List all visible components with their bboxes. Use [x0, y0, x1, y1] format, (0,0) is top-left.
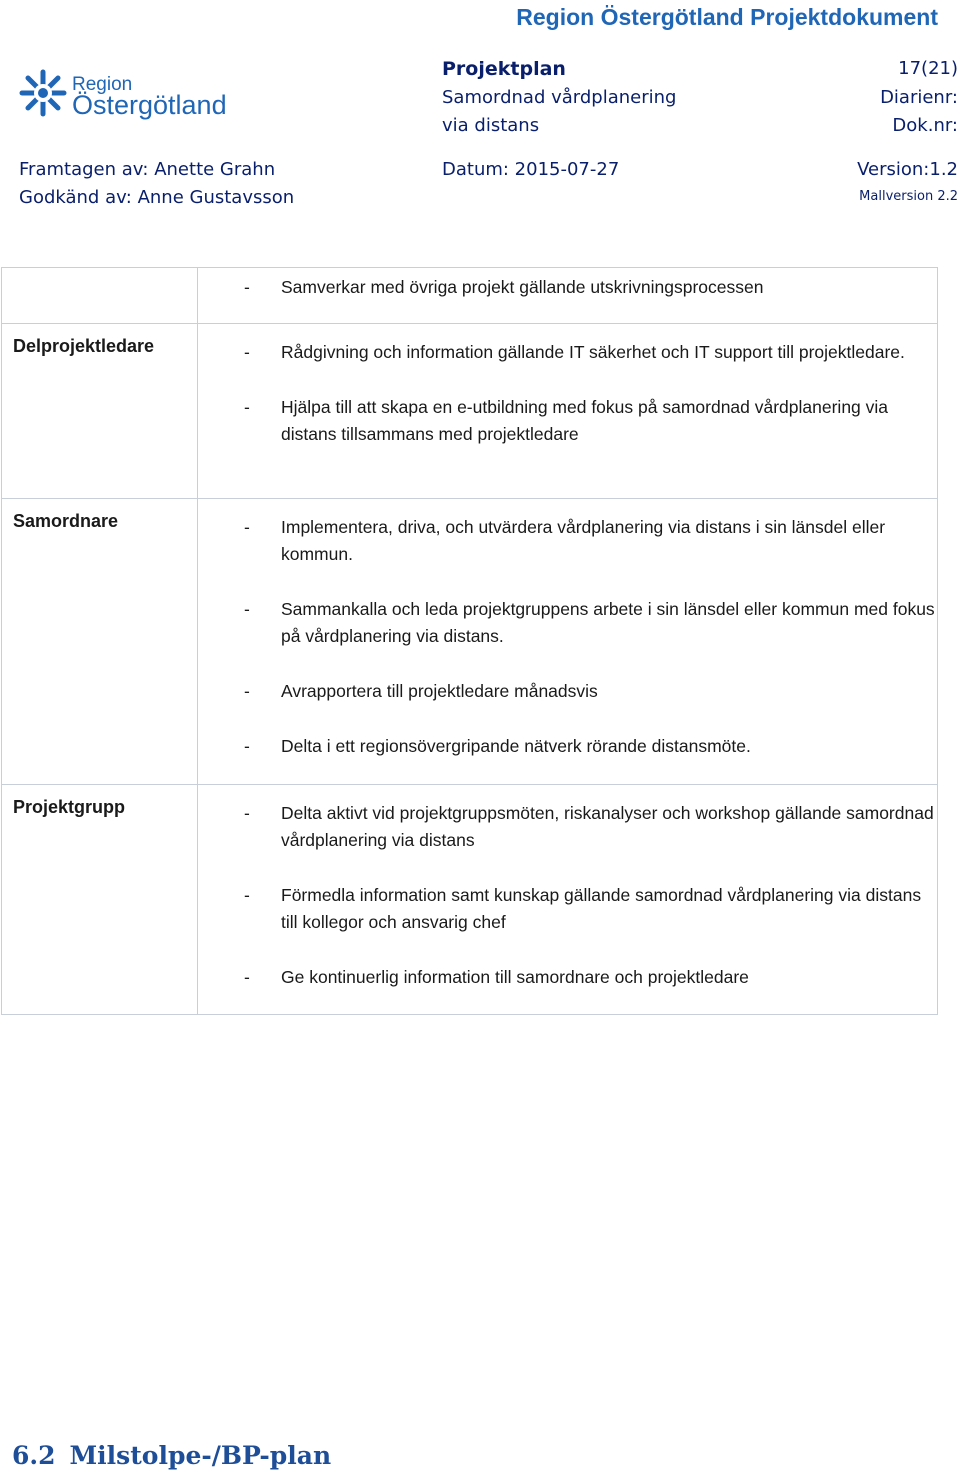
task-text: Sammankalla och leda projektgruppens arbete i sin länsdel eller kommun med fokus på vårdplanering via distans.	[281, 599, 935, 646]
role-cell: Samordnare	[2, 499, 198, 785]
task-text: Delta aktivt vid projektgruppsmöten, riskanalyser och workshop gällande samordnad vårdplanering via distans	[281, 803, 934, 850]
bullet-dash: -	[244, 397, 250, 417]
bullet-dash: -	[244, 803, 250, 823]
task-text: Rådgivning och information gällande IT säkerhet och IT support till projektledare.	[281, 342, 905, 362]
task-item	[12, 964, 937, 991]
bullet-dash: -	[244, 967, 250, 987]
table-row	[2, 268, 938, 324]
framtagen-av: Framtagen av: Anette Grahn	[19, 159, 276, 180]
roles-table	[1, 267, 938, 1015]
task-text: Hjälpa till att skapa en e-utbildning med fokus på samordnad vårdplanering via distans tillsammans med projektledare	[281, 397, 889, 444]
snowflake-logo-icon	[18, 68, 68, 118]
task-text: Delta i ett regionsövergripande nätverk rörande distansmöte.	[281, 736, 751, 756]
task-item	[12, 882, 937, 936]
section-number: 6.2	[12, 1441, 56, 1470]
bullet-dash: -	[244, 277, 250, 297]
doknr-label: Dok.nr:	[892, 115, 958, 136]
datum: Datum: 2015-07-27	[442, 159, 620, 180]
role-cell: Projektgrupp	[2, 785, 198, 1015]
table-row	[2, 499, 938, 785]
bullet-dash: -	[244, 599, 250, 619]
task-text: Samverkar med övriga projekt gällande utskrivningsprocessen	[281, 277, 764, 297]
project-name-line2: via distans	[442, 115, 540, 136]
page-number: 17(21)	[898, 58, 958, 79]
tasks-cell	[198, 268, 938, 324]
table-row	[2, 785, 938, 1015]
document-banner: Region Östergötland Projektdokument	[516, 4, 938, 30]
task-item	[12, 596, 937, 650]
bullet-dash: -	[244, 736, 250, 756]
task-item	[12, 800, 937, 854]
project-name-line1: Samordnad vårdplanering	[442, 87, 677, 108]
task-item	[12, 394, 937, 448]
task-item	[12, 339, 937, 366]
logo-text-region: Region	[72, 74, 133, 95]
version: Version:1.2	[857, 159, 958, 180]
section-heading	[12, 1441, 331, 1470]
bullet-dash: -	[244, 885, 250, 905]
doc-type: Projektplan	[442, 58, 566, 80]
section-title: Milstolpe-/BP-plan	[69, 1441, 332, 1470]
logo-text-ostergotland: Östergötland	[72, 90, 227, 120]
task-item	[12, 733, 937, 760]
bullet-dash: -	[244, 681, 250, 701]
region-logo	[18, 64, 228, 124]
task-item	[12, 678, 937, 705]
task-item	[12, 274, 937, 301]
diarienr-label: Diarienr:	[880, 87, 958, 108]
godkand-av: Godkänd av: Anne Gustavsson	[19, 187, 295, 208]
tasks-cell	[198, 324, 938, 499]
table-row	[2, 324, 938, 499]
mallversion: Mallversion 2.2	[859, 189, 958, 204]
task-text: Avrapportera till projektledare månadsvis	[281, 681, 598, 701]
tasks-cell	[198, 785, 938, 1015]
task-text: Ge kontinuerlig information till samordnare och projektledare	[281, 967, 749, 987]
bullet-dash: -	[244, 342, 250, 362]
role-cell: Delprojektledare	[2, 324, 198, 499]
bullet-dash: -	[244, 517, 250, 537]
task-item	[12, 514, 937, 568]
task-text: Implementera, driva, och utvärdera vårdplanering via distans i sin länsdel eller kommun.	[281, 517, 886, 564]
task-text: Förmedla information samt kunskap gällande samordnad vårdplanering via distans till kollegor och ansvarig chef	[281, 885, 922, 932]
tasks-cell	[198, 499, 938, 785]
